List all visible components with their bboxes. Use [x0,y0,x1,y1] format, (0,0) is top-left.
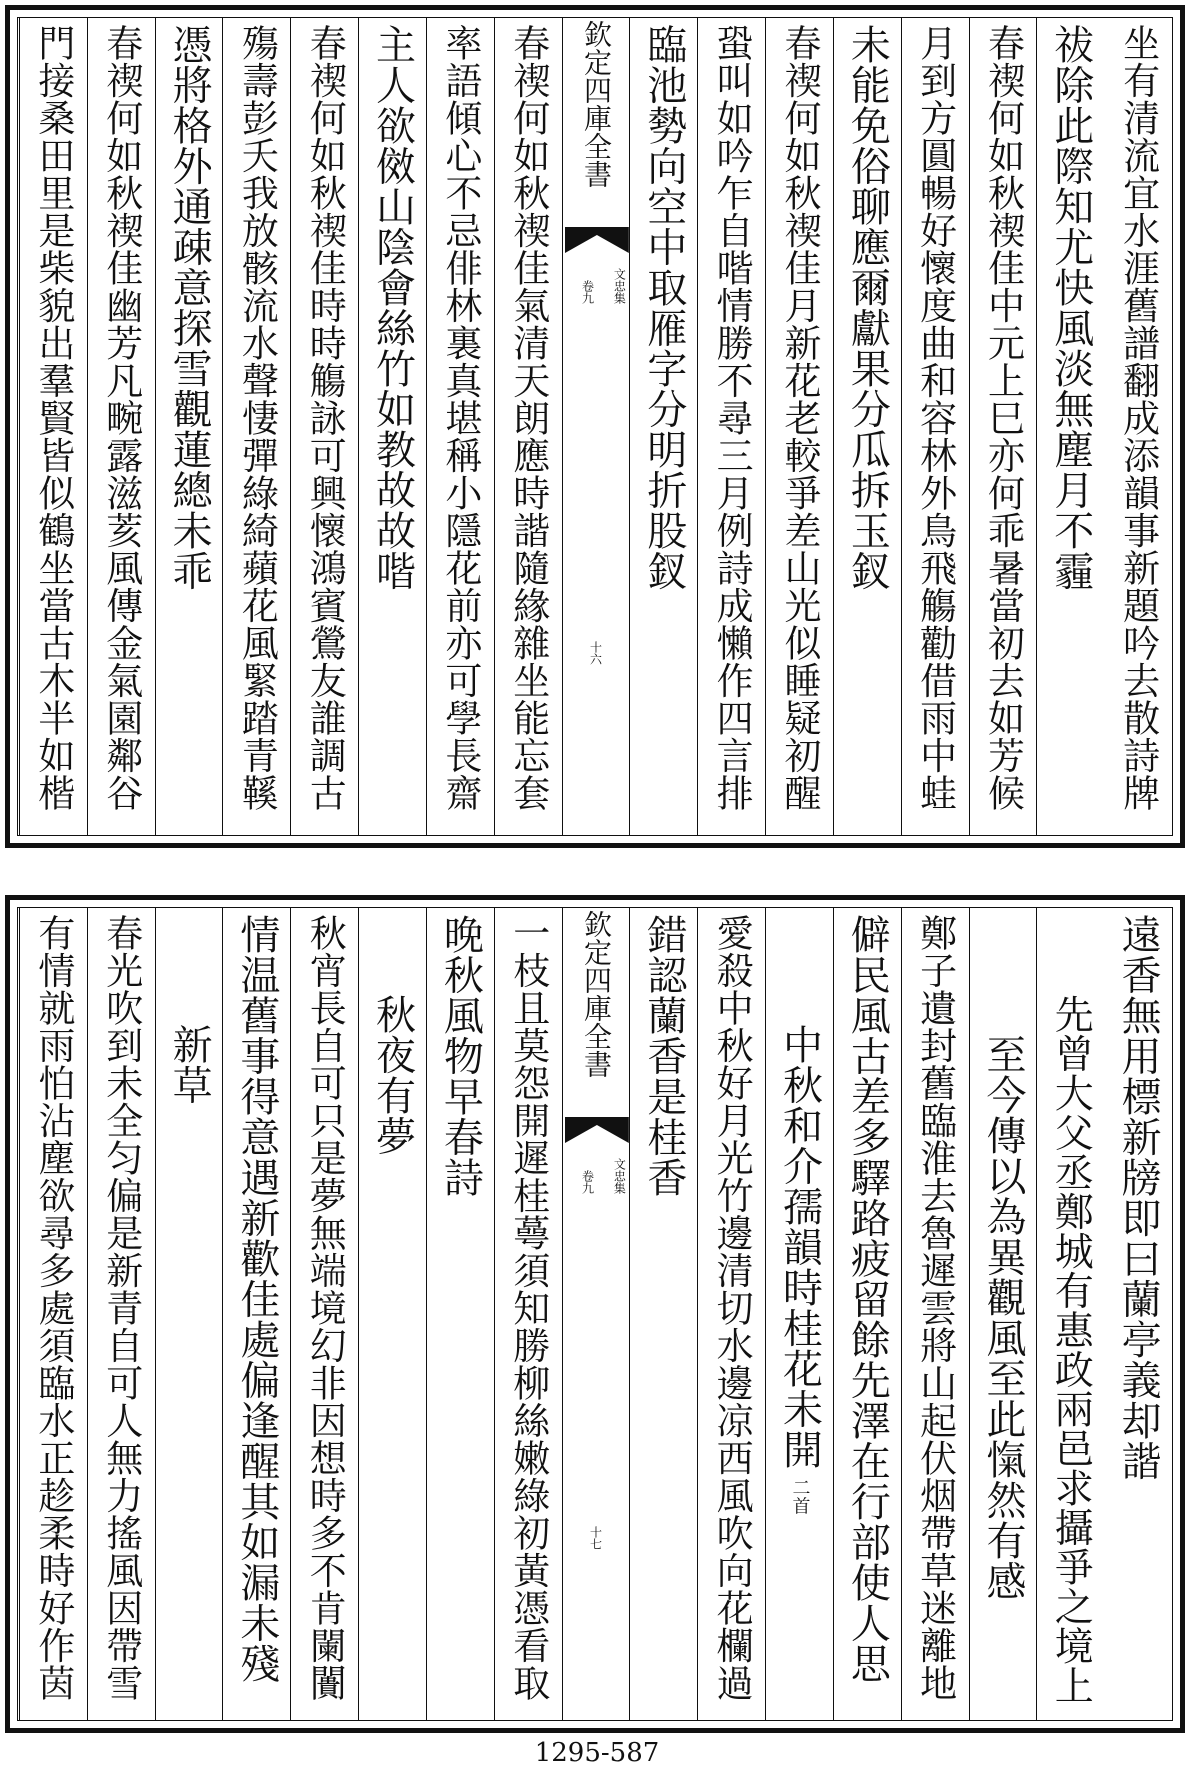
fishtail-mark-icon [563,1113,631,1147]
text-column [155,908,223,1720]
bottom-page [5,895,1185,1733]
top-page-frame [17,17,1173,836]
text-column [629,908,697,1720]
column-text: 新草 [166,1024,213,1105]
column-text: 春禊何如秋禊佳時時觴詠可興懷鴻賓鶯友誰調古 [303,24,347,812]
text-column [1036,18,1104,835]
text-column [87,18,155,835]
column-text: 至今傳以為異觀風至此愾然有感 [979,1034,1026,1601]
column-text: 錯認蘭香是桂香 [640,914,687,1198]
text-column [969,908,1037,1720]
column-text: 春禊何如秋禊佳中元上巳亦何乖暑當初去如芳候 [981,24,1025,812]
text-column [290,908,358,1720]
header-volume: 卷九 [580,1170,595,1194]
text-column [697,18,765,835]
column-text: 春光吹到未全匀偏是新青自可人無力搖風因帶雪 [99,914,143,1702]
column-text: 殤壽彭夭我放骸流水聲悽彈綠綺蘋花風緊踏青鞵 [235,24,279,812]
text-column [833,908,901,1720]
column-text: 未能免俗聊應爾獻果分瓜拆玉釵 [844,24,891,591]
running-header-title: 欽定四庫全書 [580,910,614,1078]
text-column [19,908,87,1720]
column-text: 秋夜有夢 [369,994,416,1156]
text-column [765,18,833,835]
column-text: 月到方圓暢好懷度曲和容林外鳥飛觴勸借雨中蛙 [913,24,957,812]
running-header-title: 欽定四庫全書 [580,20,614,188]
bottom-page-frame [17,907,1173,1721]
column-text: 僻民風古差多驛路疲留餘先澤在行部使人思 [844,914,891,1684]
fishtail-mark-icon [563,223,631,257]
column-text: 秋宵長自可只是夢無端境幻非因想時多不肯闌闠 [303,914,347,1702]
text-column [697,908,765,1720]
column-text: 愛殺中秋好月光竹邊清切水邊凉西風吹向花欄過 [710,914,754,1702]
text-column [1104,908,1172,1720]
column-text: 春禊何如秋禊佳幽芳凡畹露滋荄風傳金氣園鄰谷 [99,24,143,812]
column-text: 春禊何如秋禊佳月新花老較爭差山光似睡疑初醒 [777,24,821,812]
text-column [358,18,426,835]
column-text: 祓除此際知尤快風淡無塵月不霾 [1047,24,1094,591]
column-text: 先曾大父丞鄭城有惠政兩邑求攝爭之境上 [1048,994,1094,1705]
column-text: 坐有清流宜水涯舊譜翻成添韻事新題吟去散詩牌 [1116,24,1160,812]
column-text: 臨池勢向空中取雁字分明折股釵 [640,24,687,591]
text-column [901,18,969,835]
column-text: 遠香無用標新牓即曰蘭亭義却諧 [1115,914,1162,1481]
column-text: 蛩叫如吟乍自喈情勝不尋三月例詩成懶作四言排 [710,24,754,812]
text-column [562,18,630,835]
text-column [901,908,969,1720]
column-text: 情温舊事得意遇新歡佳處偏逢醒其如漏未殘 [233,914,280,1684]
page-footer-number: 1295-587 [534,1738,660,1768]
text-column [562,908,630,1720]
text-column [222,908,290,1720]
text-column [1036,908,1104,1720]
text-column [19,18,87,835]
column-text: 鄭子遺封舊臨淮去魯遲雲將山起伏烟帶草迷離地 [913,914,957,1702]
top-page [5,5,1185,848]
text-column [629,18,697,835]
header-page-number: 十七 [588,1526,603,1550]
column-text: 門接桑田里是柴貌出羣賢皆似鶴坐當古木半如楷 [31,24,75,812]
text-column [833,18,901,835]
text-column [494,18,562,835]
column-text: 晚秋風物早春詩 [437,914,484,1198]
header-collection-name: 文忠集 [612,268,627,304]
text-column [1104,18,1172,835]
text-column [426,18,494,835]
text-column [358,908,426,1720]
text-column [426,908,494,1720]
column-text: 有情就雨怕沾塵欲尋多處須臨水正趁柔時好作茵 [31,914,75,1702]
title-note: 二首 [789,1478,811,1515]
column-text: 中秋和介孺韻時桂花未開 [776,1024,823,1470]
column-text: 主人欲傚山陰會絲竹如教故故喈 [369,24,416,591]
text-column [290,18,358,835]
text-column [765,908,833,1720]
text-column [87,908,155,1720]
column-text: 一枝且莫怨開遲桂蕚須知勝柳絲嫩綠初黃憑看取 [506,914,550,1702]
text-column [494,908,562,1720]
header-volume: 卷九 [580,280,595,304]
column-text: 憑將格外通疎意探雪觀蓮總未乖 [166,24,213,591]
text-column [222,18,290,835]
text-column [969,18,1037,835]
column-text: 率語傾心不忌俳林裏真堪稱小隱花前亦可學長齋 [438,24,482,812]
header-collection-name: 文忠集 [612,1158,627,1194]
column-text: 春禊何如秋禊佳氣清天朗應時諧隨緣雜坐能忘套 [506,24,550,812]
text-column [155,18,223,835]
header-page-number: 十六 [588,641,603,665]
